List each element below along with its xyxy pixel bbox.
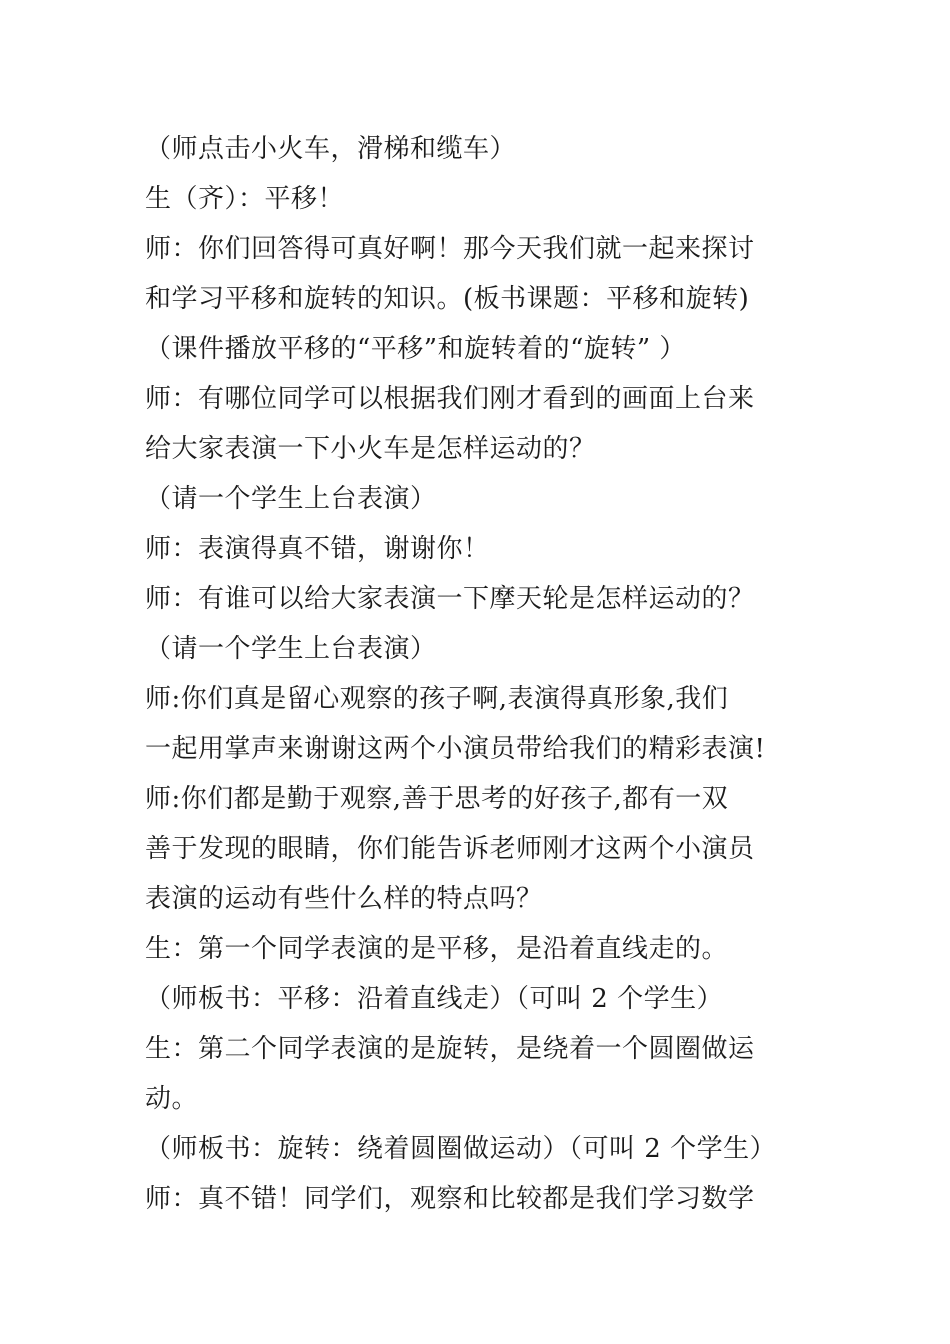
text-line: （师板书：平移：沿着直线走）（可叫 2 个学生）	[145, 984, 724, 1014]
text-line: （师板书：旋转：绕着圆圈做运动）（可叫 2 个学生）	[145, 1134, 777, 1164]
text-line: 和学习平移和旋转的知识。(板书课题：平移和旋转)	[145, 284, 750, 314]
text-line: 师:你们都是勤于观察,善于思考的好孩子,都有一双	[145, 784, 729, 814]
text-line: 师：真不错！同学们，观察和比较都是我们学习数学	[145, 1184, 755, 1214]
text-line: 表演的运动有些什么样的特点吗？	[145, 884, 543, 914]
text-line: 一起用掌声来谢谢这两个小演员带给我们的精彩表演!	[145, 734, 766, 764]
text-line: 生：第二个同学表演的是旋转，是绕着一个圆圈做运	[145, 1034, 755, 1064]
text-line: 动。	[145, 1084, 199, 1114]
text-line: （请一个学生上台表演）	[145, 484, 437, 514]
text-line: 师：有哪位同学可以根据我们刚才看到的画面上台来	[145, 384, 755, 414]
text-line: 师:你们真是留心观察的孩子啊,表演得真形象,我们	[145, 684, 729, 714]
text-line: （师点击小火车，滑梯和缆车）	[145, 134, 517, 164]
text-line: 师：有谁可以给大家表演一下摩天轮是怎样运动的？	[145, 584, 755, 614]
text-line: （课件播放平移的“平移”和旋转着的“旋转” ）	[145, 334, 686, 364]
text-line: 师：表演得真不错，谢谢你！	[145, 534, 490, 564]
text-line: 生（齐）：平移！	[145, 184, 345, 214]
document-body	[145, 124, 825, 1224]
text-line: 善于发现的眼睛，你们能告诉老师刚才这两个小演员	[145, 834, 755, 864]
text-line: 生：第一个同学表演的是平移，是沿着直线走的。	[145, 934, 729, 964]
text-line: （请一个学生上台表演）	[145, 634, 437, 664]
text-line: 给大家表演一下小火车是怎样运动的？	[145, 434, 596, 464]
text-line: 师：你们回答得可真好啊！那今天我们就一起来探讨	[145, 234, 755, 264]
